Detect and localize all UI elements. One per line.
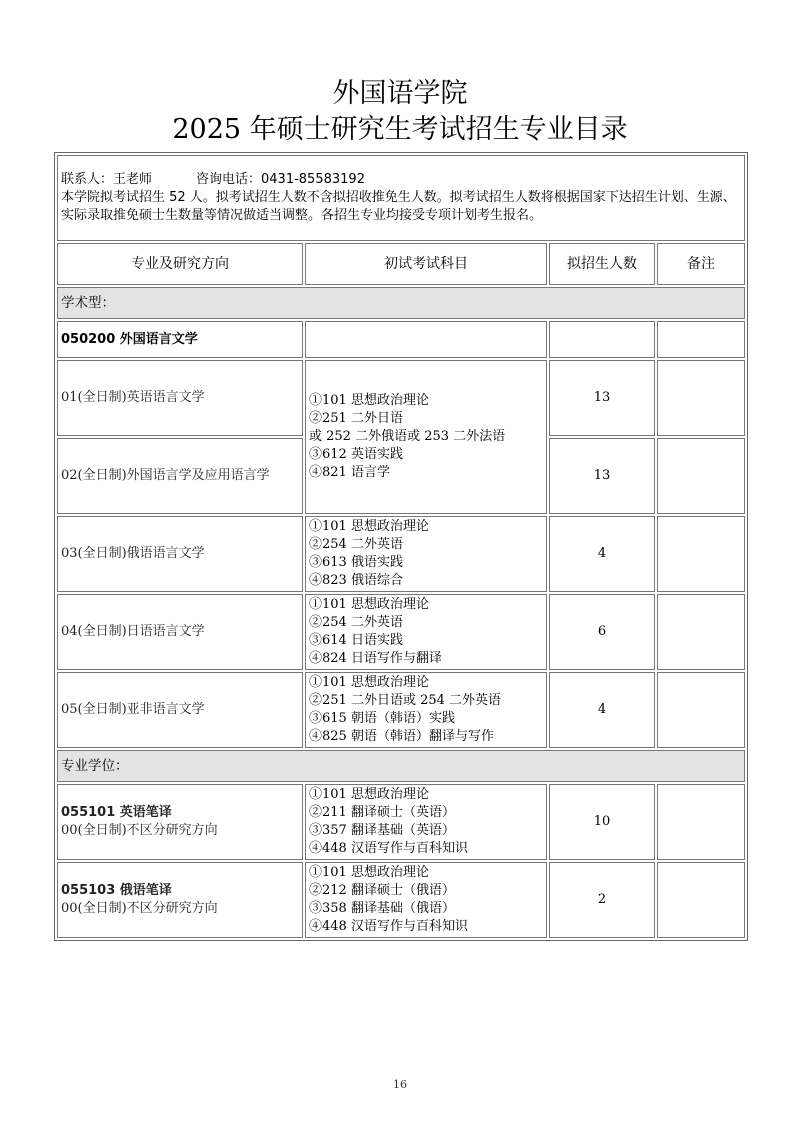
subject-line: ④823 俄语综合 [309,573,403,588]
contact-person: 联系人：王老师 [61,172,153,187]
catalog-table [54,152,748,941]
major-name: 055103 俄语笔译 [61,883,172,898]
subject-line: ④448 汉语写作与百科知识 [309,919,468,934]
section-academic: 学术型： [57,287,745,319]
subject-line: ③615 朝语（韩语）实践 [309,711,455,726]
table-row [57,594,745,670]
remarks-cell [657,672,745,748]
direction-text: 00(全日制)不区分研究方向 [61,901,218,916]
remarks-cell [657,516,745,592]
major-direction-cell [57,862,303,938]
subject-line: ①101 思想政治理论 [309,519,429,534]
enrollment-note: 本学院拟考试招生 52 人。拟考试招生人数不含拟招收推免生人数。拟考试招生人数将根据国家下达招生计划、生源、实际录取推免硕士生数量等情况做适当调整。各招生专业均接受专项计划考生报名。 [61,190,736,223]
subject-line: ④825 朝语（韩语）翻译与写作 [309,729,494,744]
direction-cell: 04(全日制)日语语言文学 [57,594,303,670]
major-name: 055101 英语笔译 [61,805,172,820]
subject-line: ③613 俄语实践 [309,555,403,570]
subject-line: ②254 二外英语 [309,615,403,630]
remarks-cell [657,360,745,436]
subject-line: ①101 思想政治理论 [309,393,429,408]
contact-info [57,155,745,241]
enrollment-cell: 4 [549,672,655,748]
subject-line: 或 252 二外俄语或 253 二外法语 [309,429,506,444]
subject-line: ①101 思想政治理论 [309,787,429,802]
subject-line: ②254 二外英语 [309,537,403,552]
direction-text: 00(全日制)不区分研究方向 [61,823,218,838]
subject-line: ②211 翻译硕士（英语） [309,805,455,820]
direction-cell: 03(全日制)俄语语言文学 [57,516,303,592]
remarks-cell [657,594,745,670]
major-direction-cell [57,784,303,860]
subject-line: ③614 日语实践 [309,633,403,648]
table-row [57,516,745,592]
header-enrollment: 拟招生人数 [549,243,655,285]
remarks-cell [657,862,745,938]
direction-cell: 02(全日制)外国语言学及应用语言学 [57,438,303,514]
subjects-cell [305,360,547,514]
subject-line: ④824 日语写作与翻译 [309,651,442,666]
enrollment-cell: 6 [549,594,655,670]
enrollment-cell: 2 [549,862,655,938]
subject-line: ②212 翻译硕士（俄语） [309,883,455,898]
subject-line: ①101 思想政治理论 [309,597,429,612]
subject-line: ④448 汉语写作与百科知识 [309,841,468,856]
subject-line: ③612 英语实践 [309,447,403,462]
table-row [57,672,745,748]
subject-line: ①101 思想政治理论 [309,865,429,880]
table-row [57,862,745,938]
table-row [57,784,745,860]
direction-cell: 05(全日制)亚非语言文学 [57,672,303,748]
header-major: 专业及研究方向 [57,243,303,285]
subject-line: ③358 翻译基础（俄语） [309,901,455,916]
enrollment-cell: 13 [549,360,655,436]
subject-line: ②251 二外日语或 254 二外英语 [309,693,502,708]
subject-line: ①101 思想政治理论 [309,675,429,690]
remarks-cell [657,438,745,514]
table-header [57,243,745,285]
header-subjects: 初试考试科目 [305,243,547,285]
subject-line: ②251 二外日语 [309,411,403,426]
subjects-cell [305,516,547,592]
subject-line: ③357 翻译基础（英语） [309,823,455,838]
contact-phone: 咨询电话：0431-85583192 [196,172,365,187]
enrollment-cell: 10 [549,784,655,860]
remarks-cell [657,784,745,860]
subjects-cell [305,672,547,748]
page-subtitle: 2025 年硕士研究生考试招生专业目录 [172,114,628,145]
page-number: 16 [393,1078,407,1091]
subject-line: ④821 语言学 [309,465,390,480]
enrollment-cell: 4 [549,516,655,592]
page-title: 外国语学院 [332,78,468,109]
section-professional: 专业学位： [57,750,745,782]
enrollment-cell: 13 [549,438,655,514]
direction-cell: 01(全日制)英语语言文学 [57,360,303,436]
header-remarks: 备注 [657,243,745,285]
subjects-cell [305,862,547,938]
subjects-cell [305,784,547,860]
major-title: 050200 外国语言文学 [57,321,303,358]
table-row [57,360,745,436]
subjects-cell [305,594,547,670]
